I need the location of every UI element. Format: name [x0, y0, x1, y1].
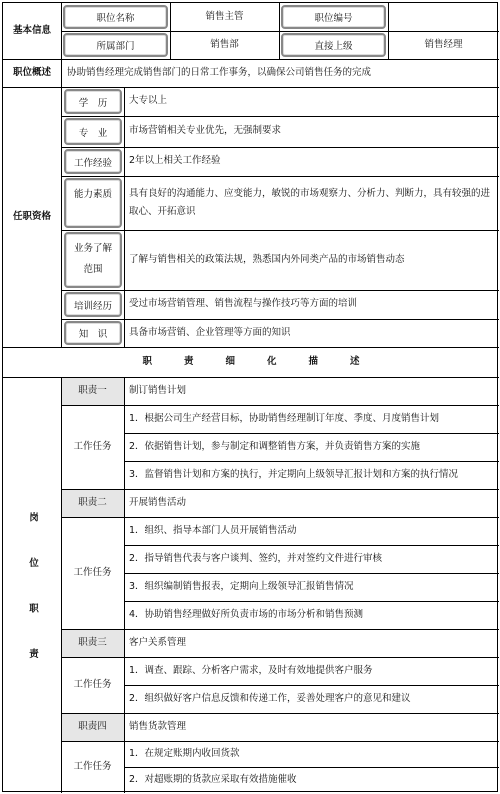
duty-3-task-1: 1．调查、跟踪、分析客户需求，及时有效地提供客户服务	[129, 664, 373, 676]
qual-value-knowledge: 具备市场营销、企业管理等方面的知识	[129, 326, 291, 338]
duty-3-label: 职责三	[78, 636, 107, 648]
duty-2-task-2: 2．指导销售代表与客户谈判、签约，并对签约文件进行审核	[129, 552, 383, 564]
duty-4-task-1: 1．在规定账期内收回货款	[129, 747, 240, 759]
superior-label: 直接上级	[281, 33, 386, 57]
duty-3-task-2: 2．组织做好客户信息反馈和传递工作，妥善处理客户的意见和建议	[129, 692, 411, 704]
qual-label-business-scope: 业务了解范围	[64, 232, 122, 288]
duty-2-task-3: 3．组织编制销售报表，定期向上级领导汇报销售情况	[129, 580, 354, 592]
job-title-value: 销售主管	[205, 10, 244, 22]
duty-4-label: 职责四	[78, 720, 107, 732]
qual-label-education: 学 历	[64, 89, 122, 114]
duty-2-title: 开展销售活动	[129, 496, 187, 508]
department-value: 销售部	[210, 38, 239, 50]
qual-label-training: 培训经历	[64, 292, 122, 317]
qual-value-business-scope: 了解与销售相关的政策法规，熟悉国内外同类产品的市场销售动态	[129, 253, 405, 265]
overview-text: 协助销售经理完成销售部门的日常工作事务，以确保公司销售任务的完成	[67, 66, 372, 78]
qual-label-major: 专 业	[64, 118, 122, 145]
superior-value: 销售经理	[424, 38, 463, 50]
basic-info-label: 基本信息	[12, 24, 51, 36]
department-label: 所属部门	[63, 33, 168, 57]
overview-label: 职位概述	[12, 66, 51, 78]
duty-1-task-3: 3．监督销售计划和方案的执行，并定期向上级领导汇报计划和方案的执行情况	[129, 468, 459, 480]
duty-2-label: 职责二	[78, 496, 107, 508]
qual-label-knowledge: 知 识	[64, 321, 122, 345]
duty-3-task-label: 工作任务	[73, 678, 112, 690]
duties-header: 职责细化描述	[142, 355, 392, 367]
duty-3-title: 客户关系管理	[129, 636, 187, 648]
job-title-label: 职位名称	[63, 5, 168, 29]
qual-value-ability: 具有良好的沟通能力、应变能力，敏锐的市场观察力、分析力、判断力，具有较强的进取心、开拓意识	[129, 187, 491, 217]
duty-1-task-label: 工作任务	[73, 440, 112, 452]
qual-value-training: 受过市场营销管理、销售流程与操作技巧等方面的培训	[129, 298, 358, 310]
duty-2-task-label: 工作任务	[73, 566, 112, 578]
duty-2-task-1: 1．组织、指导本部门人员开展销售活动	[129, 524, 297, 536]
qual-value-experience: 2年以上相关工作经验	[129, 155, 221, 167]
job-code-value	[388, 3, 499, 31]
duty-2-task-4: 4．协助销售经理做好所负责市场的市场分析和销售预测	[129, 608, 364, 620]
duty-4-task-label: 工作任务	[73, 760, 112, 772]
duties-label: 岗位职责	[27, 512, 39, 694]
qual-label-experience: 工作经验	[64, 149, 122, 174]
duty-4-title: 销售货款管理	[129, 720, 187, 732]
qual-value-education: 大专以上	[129, 95, 168, 107]
qualifications-label: 任职资格	[12, 210, 51, 222]
job-code-label: 职位编号	[281, 5, 386, 29]
job-description-form	[2, 2, 498, 792]
qual-label-ability: 能力素质	[64, 178, 122, 228]
duty-1-label: 职责一	[78, 384, 107, 396]
duty-1-task-2: 2．依据销售计划，参与制定和调整销售方案，并负责销售方案的实施	[129, 440, 421, 452]
duty-1-title: 制订销售计划	[129, 384, 187, 396]
duty-1-task-1: 1．根据公司生产经营目标，协助销售经理制订年度、季度、月度销售计划	[129, 412, 440, 424]
duty-4-task-2: 2．对超账期的货款应采取有效措施催收	[129, 773, 297, 785]
qual-value-major: 市场营销相关专业优先，无强制要求	[129, 125, 282, 137]
